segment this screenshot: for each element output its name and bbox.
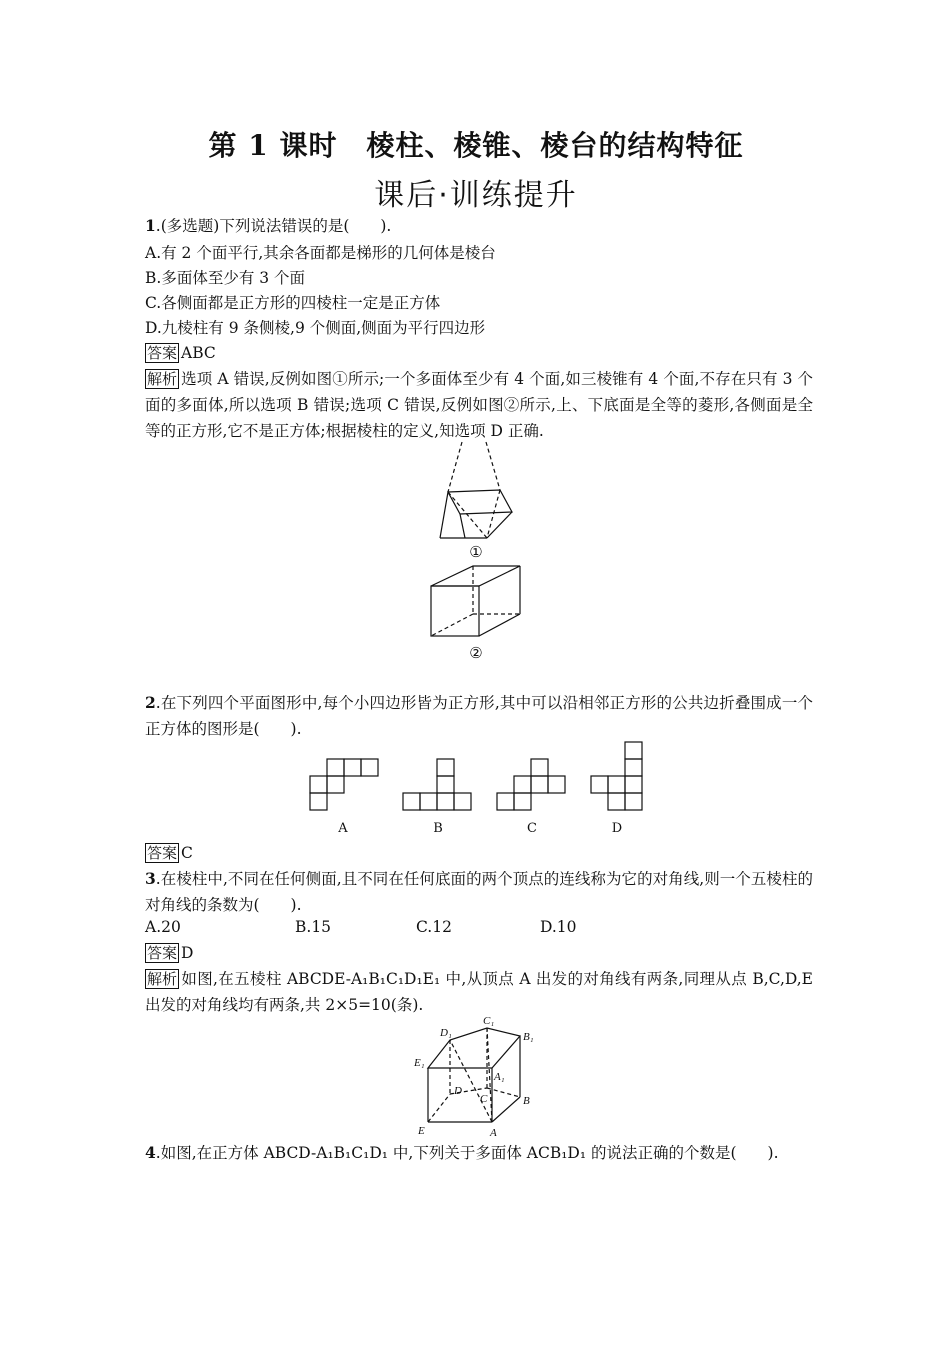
q1-stem-text: .(多选题)下列说法错误的是( ). xyxy=(155,217,392,235)
q4-stem xyxy=(145,1142,779,1164)
vertex-label-b1: B₁ xyxy=(523,1031,534,1043)
net-label-a: A xyxy=(338,821,348,836)
net-label-d: D xyxy=(611,821,623,836)
q1-option-d: D.九棱柱有 9 条侧棱,9 个侧面,侧面为平行四边形 xyxy=(145,319,486,337)
vertex-label-a: A xyxy=(490,1127,497,1139)
q2-number: 2 xyxy=(145,693,156,712)
lesson-title: 第 1 课时 棱柱、棱锥、棱台的结构特征 xyxy=(208,129,744,162)
vertex-label-c1: C₁ xyxy=(483,1015,495,1027)
q2-stem-text: .在下列四个平面图形中,每个小四边形皆为正方形,其中可以沿相邻正方形的公共边折叠围成一个正方体的图形是( ). xyxy=(145,694,813,738)
answer-tag: 答案 xyxy=(147,344,178,362)
q3-option-c: C.12 xyxy=(416,918,452,936)
q3-option-a: A.20 xyxy=(145,918,181,936)
section-subtitle: 课后·训练提升 xyxy=(374,178,578,213)
net-label-c: C xyxy=(527,821,537,836)
net-label-b: B xyxy=(433,821,443,836)
q1-answer-value: ABC xyxy=(181,344,216,362)
vertex-label-b: B xyxy=(523,1095,530,1107)
q4-stem-text: .如图,在正方体 ABCD-A₁B₁C₁D₁ 中,下列关于多面体 ACB₁D₁ 的说法正确的个数是( ). xyxy=(155,1144,779,1162)
q2-answer-value: C xyxy=(181,844,193,862)
figure-1-label: ① xyxy=(469,543,483,561)
answer-tag: 答案 xyxy=(147,944,178,962)
q3-analysis-text: 如图,在五棱柱 ABCDE-A₁B₁C₁D₁E₁ 中,从顶点 A 出发的对角线有两条,同理从点 B,C,D,E 出发的对角线均有两条,共 2×5=10(条). xyxy=(145,970,813,1014)
answer-tag: 答案 xyxy=(147,844,178,862)
vertex-label-e: E xyxy=(418,1125,425,1137)
analysis-tag: 解析 xyxy=(147,970,178,988)
q1-option-c: C.各侧面都是正方形的四棱柱一定是正方体 xyxy=(145,294,441,312)
q3-stem-text: .在棱柱中,不同在任何侧面,且不同在任何底面的两个顶点的连线称为它的对角线,则一个五棱柱的对角线的条数为( ). xyxy=(145,870,813,914)
q1-option-b: B.多面体至少有 3 个面 xyxy=(145,269,306,287)
q1-option-a: A.有 2 个面平行,其余各面都是梯形的几何体是棱台 xyxy=(145,244,496,262)
figure-2-label: ② xyxy=(469,644,483,662)
q1-number: 1 xyxy=(145,216,156,235)
q3-answer-value: D xyxy=(181,944,194,962)
q1-analysis-text: 选项 A 错误,反例如图①所示;一个多面体至少有 4 个面,如三棱锥有 4 个面,不存在只有 3 个面的多面体,所以选项 B 错误;选项 C 错误,反例如图②所示,上、下底面是全等的菱形,各侧面是全等的正方形,它不是正方体;根据棱柱的定义,知选项 D 正确. xyxy=(145,370,813,440)
q4-number: 4 xyxy=(145,1143,156,1162)
vertex-label-c: C xyxy=(480,1093,488,1105)
q3-number: 3 xyxy=(145,869,156,888)
vertex-label-d: D xyxy=(454,1085,462,1097)
vertex-label-d1: D₁ xyxy=(440,1027,452,1039)
analysis-tag: 解析 xyxy=(147,370,178,388)
vertex-label-e1: E₁ xyxy=(414,1057,425,1069)
q3-option-b: B.15 xyxy=(295,918,332,936)
vertex-label-a1: A₁ xyxy=(494,1071,505,1083)
q3-option-d: D.10 xyxy=(540,918,577,936)
